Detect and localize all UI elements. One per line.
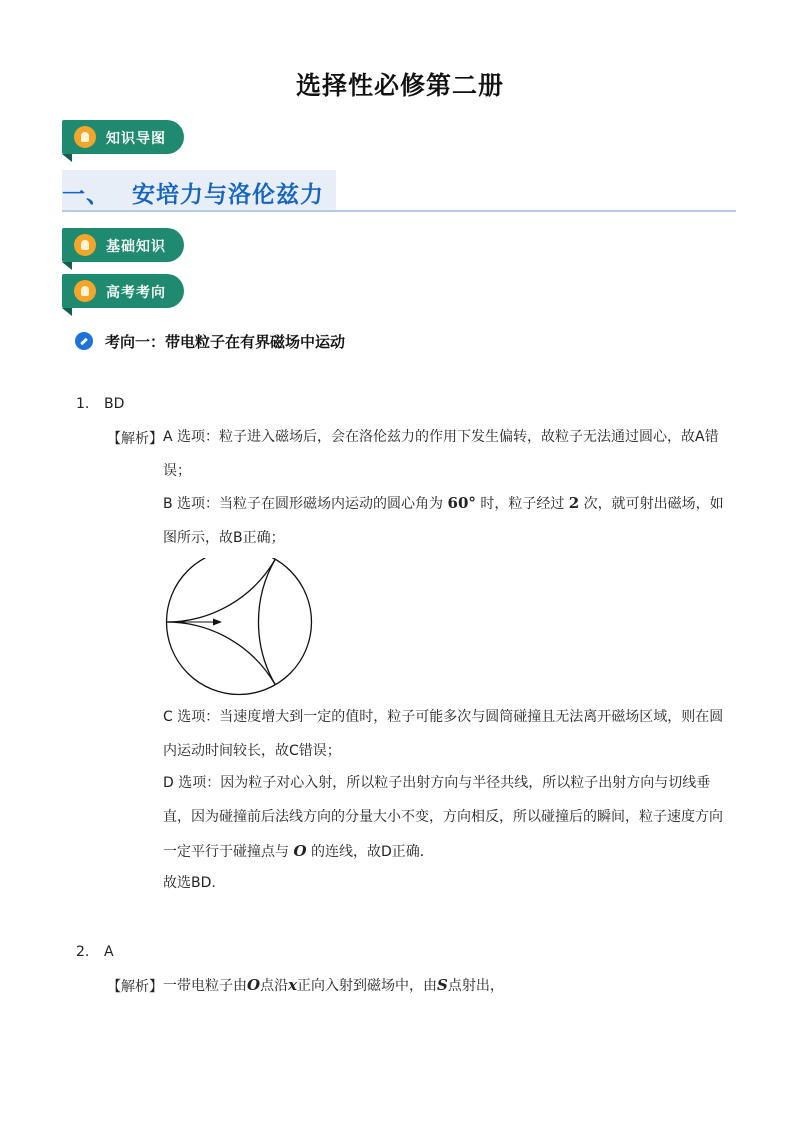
conclusion-text: 故选BD. [163, 875, 216, 891]
page-title: 选择性必修第二册 [295, 71, 504, 100]
point-o-symbol: O [247, 976, 261, 994]
option-a-text: A 选项：粒子进入磁场后，会在洛伦兹力的作用下发生偏转，故粒子无法通过圆心，故A错误； [163, 429, 719, 479]
option-b-text: B 选项：当粒子在圆形磁场内运动的圆心角为 60° 时，粒子经过 2 次，就可射出磁场，如图所示，故B正确； [163, 494, 724, 546]
point-s-symbol: S [437, 976, 448, 994]
section-heading [62, 170, 336, 210]
section-divider [62, 210, 736, 212]
tag-fold [62, 262, 72, 270]
tag-label: 高考考向 [106, 285, 166, 301]
count-value: 2 [568, 494, 580, 512]
basic-knowledge-tag [62, 228, 184, 262]
trajectory-arc [258, 559, 275, 685]
trajectory-figure [160, 558, 320, 706]
tag-fold [62, 308, 72, 316]
lightbulb-icon [74, 280, 96, 302]
arrow-head [213, 619, 222, 626]
angle-value: 60° [447, 494, 476, 512]
x-axis-symbol: x [288, 976, 298, 994]
option-c-text: C 选项：当速度增大到一定的值时，粒子可能多次与圆筒碰撞且无法离开磁场区域，则在圆内运动时间较长，故C错误； [163, 709, 724, 759]
section-title: 一、 安培力与洛伦兹力 [62, 182, 324, 208]
pencil-icon [75, 332, 93, 350]
exam-direction-tag [62, 274, 184, 308]
question-answer: A [104, 944, 114, 960]
analysis-label: 【解析】 [107, 979, 163, 995]
lightbulb-icon [74, 234, 96, 256]
tag-fold [62, 154, 72, 162]
sub-heading [75, 330, 345, 352]
question-number: 2. [76, 944, 90, 960]
option-d-text: D 选项：因为粒子对心入射，所以粒子出射方向与半径共线，所以粒子出射方向与切线垂直，因为碰撞前后法线方向的分量大小不变，方向相反，所以碰撞后的瞬间，粒子速度方向一定平行于碰撞点与 O 的连线，故D正确． [163, 775, 723, 860]
question-two-analysis: 一带电粒子由O点沿x正向入射到磁场中，由S点射出， [163, 976, 504, 994]
analysis-label: 【解析】 [107, 431, 163, 447]
question-answer: BD [104, 396, 125, 412]
tag-label: 知识导图 [106, 131, 166, 147]
lightbulb-icon [74, 126, 96, 148]
knowledge-map-tag [62, 120, 184, 154]
point-o-symbol: O [293, 842, 307, 860]
sub-heading-text: 考向一：带电粒子在有界磁场中运动 [105, 332, 346, 351]
question-number: 1. [76, 396, 90, 412]
tag-label: 基础知识 [106, 239, 166, 255]
field-boundary [167, 558, 312, 695]
